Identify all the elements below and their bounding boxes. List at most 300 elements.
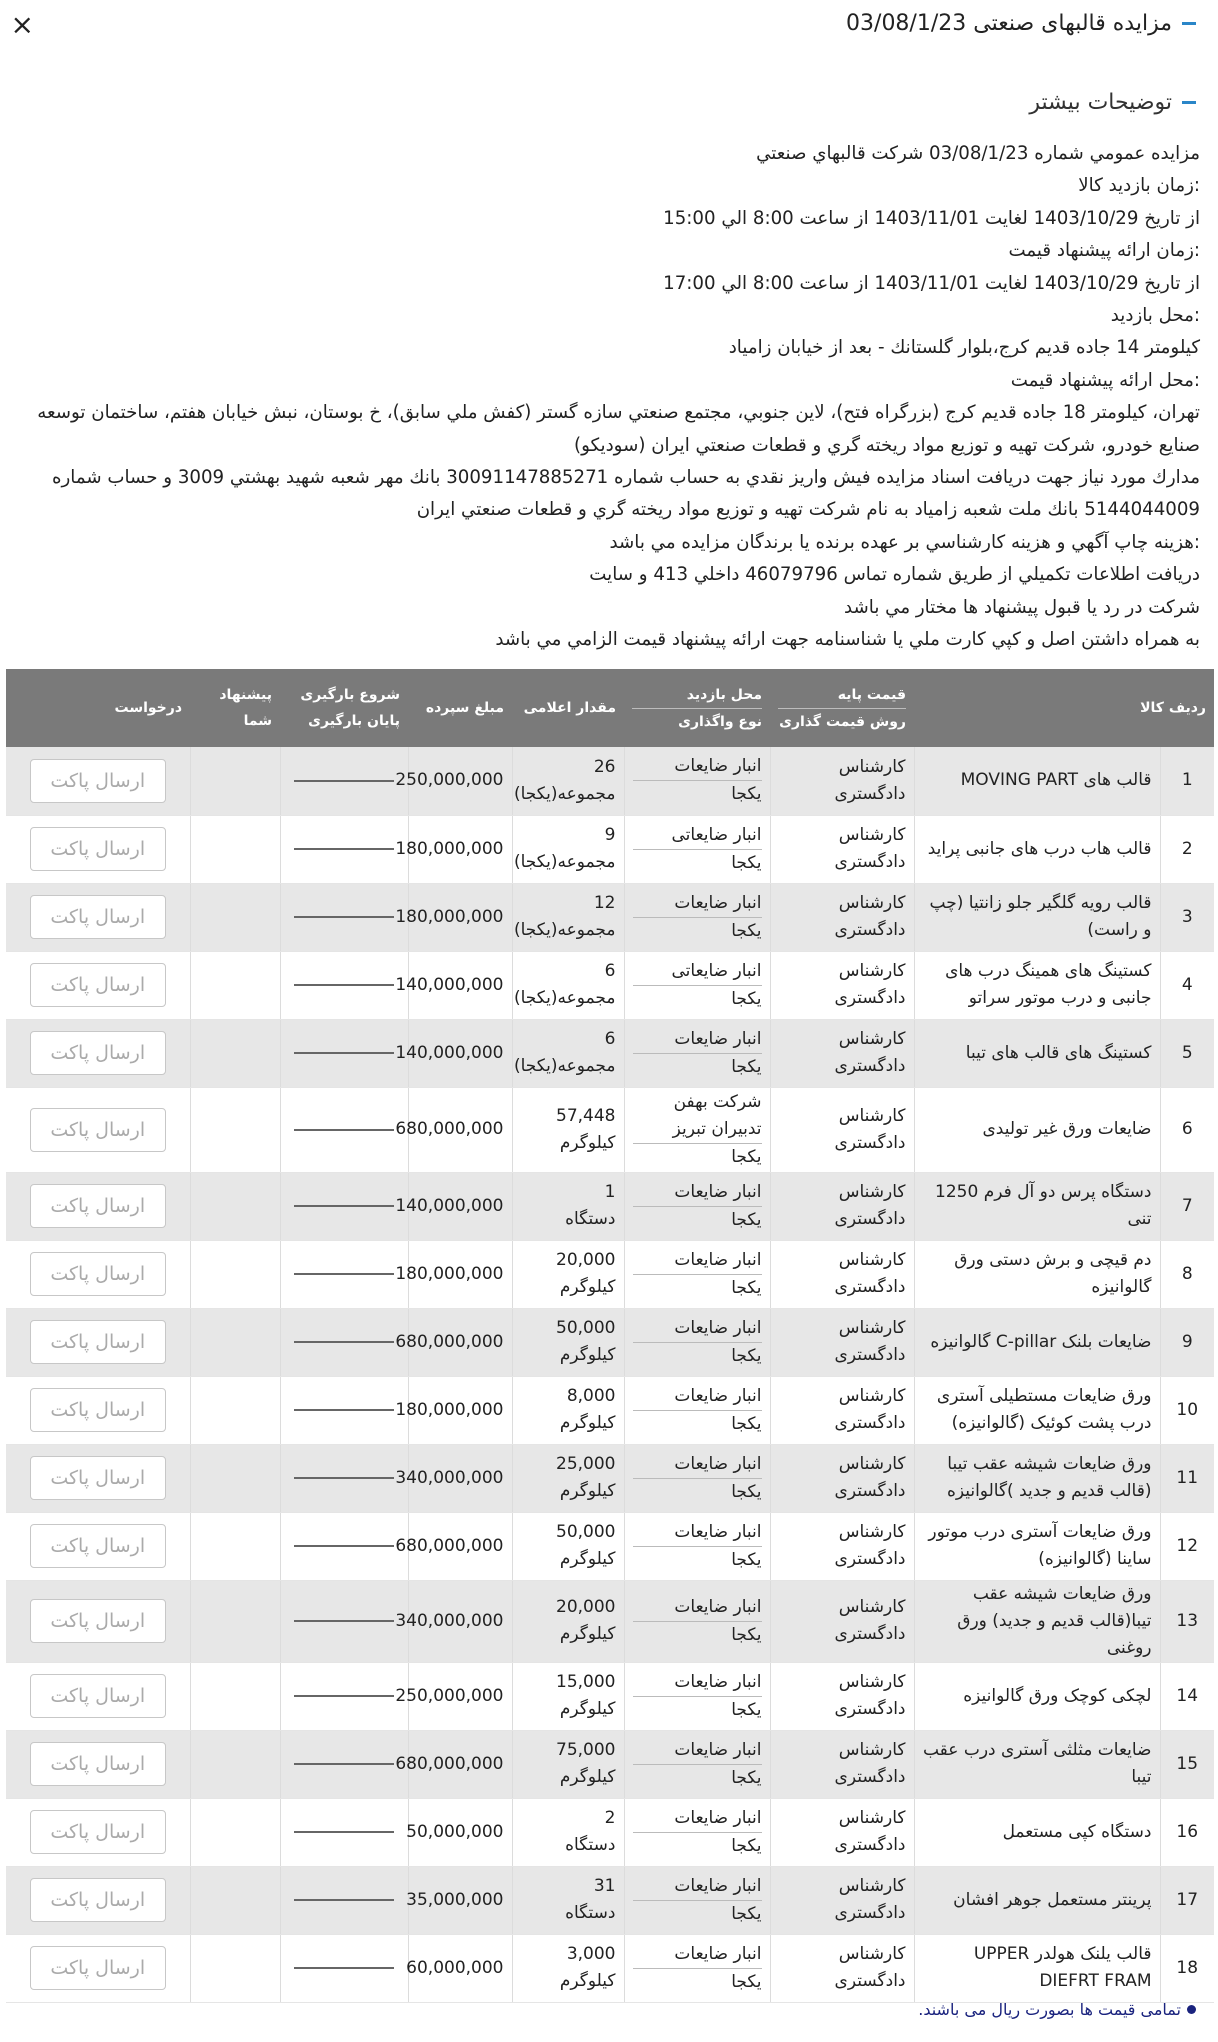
quantity-cell <box>512 1662 624 1730</box>
deposit-amount: 340,000,000 <box>408 1580 512 1662</box>
visit-place: انبار ضایعات <box>633 1315 762 1343</box>
header-your-offer: پیشنهاد شما <box>190 669 280 747</box>
table-row <box>6 1172 1214 1240</box>
your-offer-cell <box>190 1512 280 1580</box>
loading-dates <box>280 1934 408 2002</box>
item-title: قالب های MOVING PART <box>914 747 1160 815</box>
deposit-amount: 180,000,000 <box>408 1376 512 1444</box>
table-row <box>6 747 1214 815</box>
base-price-cell <box>770 1240 914 1308</box>
quantity-cell <box>512 951 624 1019</box>
quantity-cell <box>512 1866 624 1934</box>
request-cell <box>6 1240 190 1308</box>
send-envelope-button[interactable]: ارسال پاکت <box>30 1320 166 1364</box>
your-offer-cell <box>190 1087 280 1172</box>
send-envelope-button[interactable]: ارسال پاکت <box>30 1742 166 1786</box>
loading-dates <box>280 815 408 883</box>
visit-place: انبار ضایعات <box>633 753 762 781</box>
empty-dash <box>294 1341 394 1343</box>
transfer-type: یکجا <box>731 1345 762 1366</box>
base-price: کارشناس <box>838 1182 906 1202</box>
base-price-cell <box>770 1444 914 1512</box>
item-title: قالب یلنک هولدر UPPER DIEFRT FRAM <box>914 1934 1160 2002</box>
header-request: درخواست <box>6 669 190 747</box>
pricing-method: دادگستری <box>834 1209 906 1229</box>
visit-place: انبار ضایعات <box>633 1737 762 1765</box>
send-envelope-button[interactable]: ارسال پاکت <box>30 1108 166 1152</box>
base-price: کارشناس <box>838 1740 906 1760</box>
quantity-value: 57,448 <box>556 1105 616 1126</box>
send-envelope-button[interactable]: ارسال پاکت <box>30 1810 166 1854</box>
quantity-value: 25,000 <box>556 1454 616 1474</box>
your-offer-cell <box>190 1730 280 1798</box>
pricing-method: دادگستری <box>834 1277 906 1297</box>
pricing-method: دادگستری <box>834 1767 906 1787</box>
quantity-value: 20,000 <box>556 1250 616 1270</box>
visit-place: انبار ضایعات <box>633 1941 762 1969</box>
send-envelope-button[interactable]: ارسال پاکت <box>30 895 166 939</box>
row-number: 4 <box>1160 951 1214 1019</box>
visit-place: انبار ضایعات <box>633 1805 762 1833</box>
empty-dash <box>294 1620 394 1622</box>
deposit-amount: 35,000,000 <box>408 1866 512 1934</box>
request-cell <box>6 883 190 951</box>
header-visit-place-label: محل بازدید <box>632 682 762 709</box>
item-title: پرینتر مستعمل جوهر افشان <box>914 1866 1160 1934</box>
description-line: شركت در رد يا قبول پيشنهاد ها مختار مي باشد <box>844 596 1200 618</box>
quantity-value: 1 <box>604 1182 616 1202</box>
quantity-cell <box>512 1730 624 1798</box>
quantity-unit: مجموعه(یکجا) <box>514 920 616 940</box>
row-number: 14 <box>1160 1662 1214 1730</box>
row-number: 6 <box>1160 1087 1214 1172</box>
base-price: کارشناس <box>838 825 906 845</box>
quantity-cell <box>512 1512 624 1580</box>
transfer-type: یکجا <box>731 1699 762 1720</box>
row-number: 11 <box>1160 1444 1214 1512</box>
visit-place-cell <box>624 1308 770 1376</box>
deposit-amount: 140,000,000 <box>408 951 512 1019</box>
description-line: :زمان ارائه پيشنهاد قيمت <box>1008 240 1200 262</box>
quantity-unit: کیلوگرم <box>559 1624 616 1644</box>
quantity-unit: کیلوگرم <box>559 1549 616 1569</box>
footnote <box>918 2000 1196 2019</box>
request-cell <box>6 747 190 815</box>
visit-place-cell <box>624 747 770 815</box>
item-title: ورق ضایعات شیشه عقب تیبا(قالب قدیم و جدید) ورق روغنی <box>914 1580 1160 1662</box>
item-title: ضایعات ورق غیر تولیدی <box>914 1087 1160 1172</box>
request-cell <box>6 1798 190 1866</box>
row-number: 5 <box>1160 1019 1214 1087</box>
visit-place-cell <box>624 1934 770 2002</box>
table-row <box>6 1798 1214 1866</box>
send-envelope-button[interactable]: ارسال پاکت <box>30 827 166 871</box>
base-price: کارشناس <box>838 1318 906 1338</box>
quantity-value: 8,000 <box>566 1386 616 1406</box>
header-visit-place <box>624 669 770 747</box>
base-price: کارشناس <box>838 961 906 981</box>
base-price: کارشناس <box>838 1672 906 1692</box>
table-header-row <box>6 669 1214 747</box>
visit-place: انبار ضایعات <box>633 1179 762 1207</box>
table-row <box>6 1662 1214 1730</box>
visit-place: انبار ضایعات <box>633 1247 762 1275</box>
visit-place: انبار ضایعات <box>633 1594 762 1622</box>
request-cell <box>6 1934 190 2002</box>
quantity-value: 50,000 <box>556 1522 616 1542</box>
quantity-unit: کیلوگرم <box>559 1132 616 1153</box>
empty-dash <box>294 1899 394 1901</box>
your-offer-cell <box>190 951 280 1019</box>
quantity-cell <box>512 1240 624 1308</box>
quantity-unit: دستگاه <box>565 1835 616 1855</box>
loading-dates <box>280 883 408 951</box>
send-envelope-button[interactable]: ارسال پاکت <box>30 1674 166 1718</box>
header-loading-start-label: شروع بارگیری <box>300 687 400 703</box>
quantity-unit: کیلوگرم <box>559 1699 616 1719</box>
row-number: 10 <box>1160 1376 1214 1444</box>
base-price-cell <box>770 1172 914 1240</box>
description-line: مزايده عمومي شماره 03/08/1/23 شركت قالبهاي صنعتي <box>756 143 1200 164</box>
item-title: ورق ضایعات مستطیلی آستری درب پشت کوئیک (گالوانیزه) <box>914 1376 1160 1444</box>
header-loading <box>280 669 408 747</box>
description-line: به همراه داشتن اصل و كپي كارت ملي يا شناسنامه جهت ارائه پيشنهاد قيمت الزامي مي باشد <box>495 629 1200 651</box>
row-number: 9 <box>1160 1308 1214 1376</box>
table-row <box>6 1444 1214 1512</box>
empty-dash <box>294 1052 394 1054</box>
base-price-cell <box>770 1662 914 1730</box>
base-price-cell <box>770 747 914 815</box>
base-price-cell <box>770 1580 914 1662</box>
quantity-cell <box>512 1798 624 1866</box>
your-offer-cell <box>190 1662 280 1730</box>
base-price: کارشناس <box>838 893 906 913</box>
transfer-type: یکجا <box>731 1971 762 1992</box>
description-line: :هزينه چاپ آگهي و هزينه كارشناسي بر عهده برنده يا برندگان مزايده مي باشد <box>609 531 1200 553</box>
visit-place: انبار ضایعات <box>633 1669 762 1697</box>
item-title: ضایعات بلنک C-pillar گالوانیزه <box>914 1308 1160 1376</box>
pricing-method: دادگستری <box>834 920 906 940</box>
quantity-cell <box>512 1019 624 1087</box>
empty-dash <box>294 916 394 918</box>
quantity-cell <box>512 1376 624 1444</box>
item-title: قالب رویه گلگیر جلو زانتیا (چپ و راست) <box>914 883 1160 951</box>
base-price-cell <box>770 951 914 1019</box>
visit-place-cell <box>624 951 770 1019</box>
request-cell <box>6 1580 190 1662</box>
item-title: کستینگ های قالب های تیبا <box>914 1019 1160 1087</box>
item-title: دستگاه پرس دو آل فرم 1250 تنی <box>914 1172 1160 1240</box>
loading-dates <box>280 1866 408 1934</box>
table-row <box>6 883 1214 951</box>
page-title: مزایده قالبهای صنعتی 03/08/1/23 <box>846 11 1172 36</box>
deposit-amount: 340,000,000 <box>408 1444 512 1512</box>
quantity-value: 26 <box>593 756 616 777</box>
visit-place-cell <box>624 1172 770 1240</box>
description-line: :محل بازديد <box>1110 305 1200 327</box>
visit-place: انبار ضایعات <box>633 890 762 918</box>
visit-place-cell <box>624 1240 770 1308</box>
deposit-amount: 680,000,000 <box>408 1308 512 1376</box>
base-price: کارشناس <box>838 1386 906 1406</box>
quantity-value: 2 <box>604 1808 616 1828</box>
description-line: :محل ارائه پيشنهاد قيمت <box>1010 369 1200 391</box>
deposit-amount: 140,000,000 <box>408 1172 512 1240</box>
bullet-icon <box>1187 2005 1196 2014</box>
base-price-cell <box>770 1019 914 1087</box>
header-transfer-type-label: نوع واگذاری <box>678 713 762 730</box>
visit-place-cell <box>624 1662 770 1730</box>
deposit-amount: 60,000,000 <box>408 1934 512 2002</box>
send-envelope-button[interactable]: ارسال پاکت <box>30 1184 166 1228</box>
quantity-cell <box>512 1308 624 1376</box>
quantity-unit: دستگاه <box>565 1209 616 1229</box>
your-offer-cell <box>190 815 280 883</box>
empty-dash <box>294 780 394 782</box>
deposit-amount: 180,000,000 <box>408 883 512 951</box>
send-envelope-button[interactable]: ارسال پاکت <box>30 1388 166 1432</box>
base-price: کارشناس <box>838 1597 906 1617</box>
loading-dates <box>280 1730 408 1798</box>
send-envelope-button[interactable]: ارسال پاکت <box>30 1946 166 1990</box>
header-base-price <box>770 669 914 747</box>
visit-place-cell <box>624 1019 770 1087</box>
quantity-cell <box>512 747 624 815</box>
base-price: کارشناس <box>838 1105 906 1126</box>
section-title: توضیحات بیشتر <box>1029 90 1172 115</box>
request-cell <box>6 1444 190 1512</box>
your-offer-cell <box>190 1172 280 1240</box>
base-price-cell <box>770 1512 914 1580</box>
base-price: کارشناس <box>838 1454 906 1474</box>
item-title: دستگاه کپی مستعمل <box>914 1798 1160 1866</box>
base-price: کارشناس <box>838 1876 906 1896</box>
quantity-unit: مجموعه(یکجا) <box>514 783 616 804</box>
request-cell <box>6 1662 190 1730</box>
transfer-type: یکجا <box>731 1624 762 1645</box>
quantity-value: 15,000 <box>556 1672 616 1692</box>
row-number: 16 <box>1160 1798 1214 1866</box>
transfer-type: یکجا <box>731 1549 762 1570</box>
your-offer-cell <box>190 1240 280 1308</box>
pricing-method: دادگستری <box>834 783 906 804</box>
table-row <box>6 1308 1214 1376</box>
quantity-value: 6 <box>604 1029 616 1049</box>
quantity-cell <box>512 1580 624 1662</box>
quantity-unit: کیلوگرم <box>559 1277 616 1297</box>
pricing-method: دادگستری <box>834 1971 906 1991</box>
send-envelope-button[interactable]: ارسال پاکت <box>30 1456 166 1500</box>
base-price-cell <box>770 1087 914 1172</box>
item-title: ورق ضایعات شیشه عقب تیبا (قالب قدیم و جدید )گالوانیزه <box>914 1444 1160 1512</box>
title-accent-dash <box>1182 22 1196 25</box>
request-cell <box>6 1866 190 1934</box>
quantity-value: 3,000 <box>566 1944 616 1964</box>
deposit-amount: 180,000,000 <box>408 815 512 883</box>
loading-dates <box>280 1172 408 1240</box>
page-header <box>846 11 1196 36</box>
visit-place: انبار ضایعات <box>633 1519 762 1547</box>
transfer-type: یکجا <box>731 920 762 941</box>
row-number: 7 <box>1160 1172 1214 1240</box>
quantity-cell <box>512 815 624 883</box>
table-row <box>6 1019 1214 1087</box>
deposit-amount: 250,000,000 <box>408 747 512 815</box>
deposit-amount: 680,000,000 <box>408 1087 512 1172</box>
send-envelope-button[interactable]: ارسال پاکت <box>30 963 166 1007</box>
pricing-method: دادگستری <box>834 1413 906 1433</box>
visit-place-cell <box>624 1580 770 1662</box>
row-number: 18 <box>1160 1934 1214 2002</box>
empty-dash <box>294 1205 394 1207</box>
empty-dash <box>294 1273 394 1275</box>
your-offer-cell <box>190 1376 280 1444</box>
send-envelope-button[interactable]: ارسال پاکت <box>30 1031 166 1075</box>
transfer-type: یکجا <box>731 1481 762 1502</box>
section-header <box>1029 90 1196 115</box>
row-number: 8 <box>1160 1240 1214 1308</box>
header-deposit: مبلغ سپرده <box>408 669 512 747</box>
send-envelope-button[interactable]: ارسال پاکت <box>30 1599 166 1643</box>
transfer-type: یکجا <box>731 1767 762 1788</box>
quantity-cell <box>512 883 624 951</box>
visit-place-cell <box>624 1087 770 1172</box>
send-envelope-button[interactable]: ارسال پاکت <box>30 1878 166 1922</box>
description-line: كيلومتر 14 جاده قديم كرج،بلوار گلستانك - بعد از خيابان زامياد <box>728 337 1200 359</box>
deposit-amount: 680,000,000 <box>408 1512 512 1580</box>
loading-dates <box>280 1087 408 1172</box>
table-row <box>6 1934 1214 2002</box>
row-number: 3 <box>1160 883 1214 951</box>
send-envelope-button[interactable]: ارسال پاکت <box>30 1524 166 1568</box>
footnote-text: تمامی قیمت ها بصورت ریال می باشند. <box>918 2000 1181 2019</box>
close-icon[interactable]: × <box>10 8 34 41</box>
pricing-method: دادگستری <box>834 1624 906 1644</box>
visit-place: انبار ضایعاتی <box>633 958 762 986</box>
item-title: ورق ضایعات آستری درب موتور ساینا (گالوانیزه) <box>914 1512 1160 1580</box>
your-offer-cell <box>190 1308 280 1376</box>
loading-dates <box>280 1240 408 1308</box>
quantity-unit: کیلوگرم <box>559 1971 616 1991</box>
base-price-cell <box>770 1376 914 1444</box>
base-price: کارشناس <box>838 1522 906 1542</box>
item-title: قالب هاب درب های جانبی پراید <box>914 815 1160 883</box>
your-offer-cell <box>190 1866 280 1934</box>
transfer-type: یکجا <box>731 852 762 873</box>
visit-place-cell <box>624 1376 770 1444</box>
empty-dash <box>294 1695 394 1697</box>
loading-dates <box>280 1580 408 1662</box>
visit-place-cell <box>624 1444 770 1512</box>
table-row <box>6 815 1214 883</box>
quantity-value: 20,000 <box>556 1597 616 1617</box>
deposit-amount: 50,000,000 <box>408 1798 512 1866</box>
base-price-cell <box>770 1866 914 1934</box>
row-number: 13 <box>1160 1580 1214 1662</box>
request-cell <box>6 1512 190 1580</box>
loading-dates <box>280 1512 408 1580</box>
deposit-amount: 140,000,000 <box>408 1019 512 1087</box>
base-price: کارشناس <box>838 756 906 777</box>
description-line: :زمان بازديد كالا <box>1078 175 1200 197</box>
header-loading-end-label: پایان بارگیری <box>308 713 400 729</box>
quantity-value: 6 <box>604 961 616 981</box>
table-row <box>6 1512 1214 1580</box>
pricing-method: دادگستری <box>834 1056 906 1076</box>
auction-items-table <box>6 669 1214 2003</box>
item-title: دم قیچی و برش دستی ورق گالوانیزه <box>914 1240 1160 1308</box>
loading-dates <box>280 1798 408 1866</box>
pricing-method: دادگستری <box>834 1699 906 1719</box>
visit-place: انبار ضایعات <box>633 1873 762 1901</box>
quantity-value: 75,000 <box>556 1740 616 1760</box>
section-accent-dash <box>1182 101 1196 104</box>
empty-dash <box>294 1967 394 1969</box>
header-pricing-method-label: روش قیمت گذاری <box>779 713 906 730</box>
table-row <box>6 1866 1214 1934</box>
quantity-value: 50,000 <box>556 1318 616 1338</box>
empty-dash <box>294 1409 394 1411</box>
quantity-unit: مجموعه(یکجا) <box>514 852 616 872</box>
deposit-amount: 680,000,000 <box>408 1730 512 1798</box>
transfer-type: یکجا <box>731 1835 762 1856</box>
visit-place: انبار ضایعات <box>633 1451 762 1479</box>
visit-place: انبار ضایعات <box>633 1026 762 1054</box>
pricing-method: دادگستری <box>834 1345 906 1365</box>
quantity-unit: دستگاه <box>565 1903 616 1923</box>
base-price: کارشناس <box>838 1250 906 1270</box>
your-offer-cell <box>190 1019 280 1087</box>
pricing-method: دادگستری <box>834 1835 906 1855</box>
table-row <box>6 951 1214 1019</box>
quantity-cell <box>512 1934 624 2002</box>
quantity-value: 9 <box>604 825 616 845</box>
visit-place-cell <box>624 883 770 951</box>
row-number: 17 <box>1160 1866 1214 1934</box>
table-row <box>6 1240 1214 1308</box>
quantity-value: 12 <box>593 893 616 913</box>
pricing-method: دادگستری <box>834 988 906 1008</box>
table-row <box>6 1376 1214 1444</box>
loading-dates <box>280 1308 408 1376</box>
send-envelope-button[interactable]: ارسال پاکت <box>30 1252 166 1296</box>
description-line: تهران، كيلومتر 18 جاده قديم كرج (بزرگراه فتح)، لاين جنوبي، مجتمع صنعتي سازه گستر (كفش ملي سابق)، خ بوستان، نبش خيابان هفتم، ساختمان توسعه صنايع خودرو، شركت تهيه و توزيع مواد ريخته گري و قطعات صنعتي ايران (سوديكو) <box>37 402 1200 456</box>
visit-place: شرکت بهفن تدبیران تبریز <box>633 1089 762 1144</box>
row-number: 1 <box>1160 747 1214 815</box>
loading-dates <box>280 747 408 815</box>
item-title: لچکی کوچک ورق گالوانیزه <box>914 1662 1160 1730</box>
empty-dash <box>294 848 394 850</box>
send-envelope-button[interactable]: ارسال پاکت <box>30 759 166 803</box>
header-quantity: مقدار اعلامی <box>512 669 624 747</box>
quantity-unit: کیلوگرم <box>559 1413 616 1433</box>
empty-dash <box>294 1545 394 1547</box>
transfer-type: یکجا <box>731 1277 762 1298</box>
transfer-type: یکجا <box>731 1056 762 1077</box>
visit-place: انبار ضایعات <box>633 1383 762 1411</box>
transfer-type: یکجا <box>731 1413 762 1434</box>
base-price-cell <box>770 1730 914 1798</box>
visit-place-cell <box>624 1798 770 1866</box>
quantity-unit: کیلوگرم <box>559 1481 616 1501</box>
header-base-price-label: قیمت پایه <box>778 682 906 709</box>
description-line: از تاریخ 1403/10/29 لغایت 1403/11/01 از ساعت 8:00 الي 17:00 <box>663 272 1200 294</box>
request-cell <box>6 1019 190 1087</box>
your-offer-cell <box>190 1444 280 1512</box>
empty-dash <box>294 1129 394 1131</box>
transfer-type: یکجا <box>731 1903 762 1924</box>
request-cell <box>6 815 190 883</box>
